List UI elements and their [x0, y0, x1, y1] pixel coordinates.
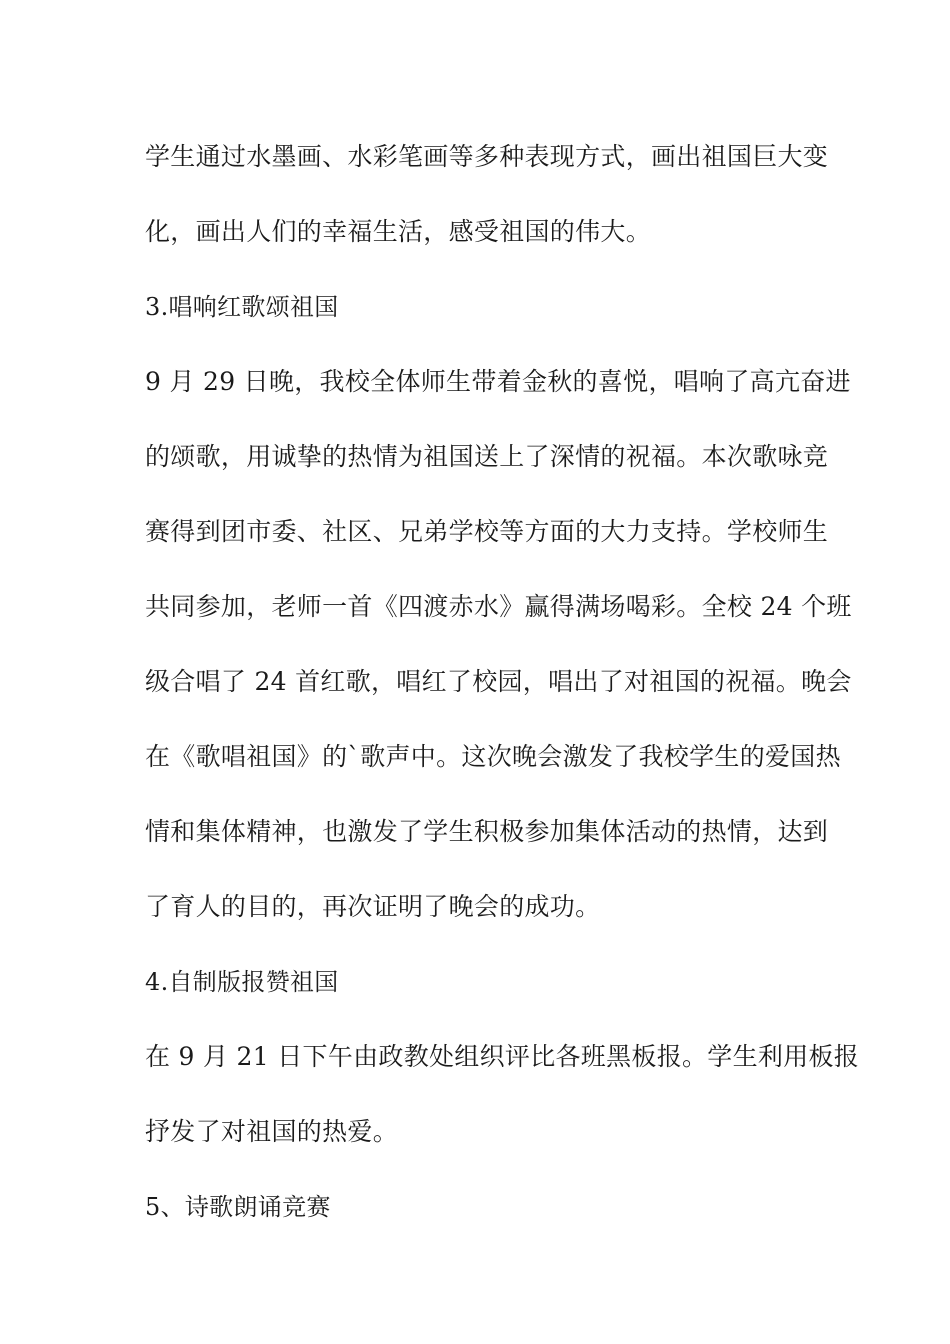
paragraph-line: 情和集体精神，也激发了学生积极参加集体活动的热情，达到 — [145, 817, 829, 846]
paragraph-line: 共同参加，老师一首《四渡赤水》赢得满场喝彩。全校 24 个班 — [145, 592, 852, 621]
document-body — [145, 132, 860, 1257]
paragraph-line: 抒发了对祖国的热爱。 — [145, 1117, 399, 1146]
paragraph-line: 学生通过水墨画、水彩笔画等多种表现方式，画出祖国巨大变 — [145, 142, 829, 171]
paragraph-line: 9 月 29 日晚，我校全体师生带着金秋的喜悦，唱响了高亢奋进 — [145, 367, 851, 396]
paragraph-line: 在 9 月 21 日下午由政教处组织评比各班黑板报。学生利用板报 — [145, 1042, 860, 1071]
paragraph-line: 化，画出人们的幸福生活，感受祖国的伟大。 — [145, 217, 652, 246]
paragraph-line: 赛得到团市委、社区、兄弟学校等方面的大力支持。学校师生 — [145, 517, 829, 546]
section-heading: 5、诗歌朗诵竞赛 — [145, 1193, 331, 1221]
paragraph-line: 的颂歌，用诚挚的热情为祖国送上了深情的祝福。本次歌咏竞 — [145, 442, 829, 471]
paragraph-line: 了育人的目的，再次证明了晚会的成功。 — [145, 892, 601, 921]
paragraph-line: 在《歌唱祖国》的`歌声中。这次晚会激发了我校学生的爱国热 — [145, 742, 841, 771]
section-heading: 3.唱响红歌颂祖国 — [145, 293, 339, 321]
paragraph-line: 级合唱了 24 首红歌，唱红了校园，唱出了对祖国的祝福。晚会 — [145, 667, 852, 696]
section-heading: 4.自制版报赞祖国 — [145, 968, 339, 996]
